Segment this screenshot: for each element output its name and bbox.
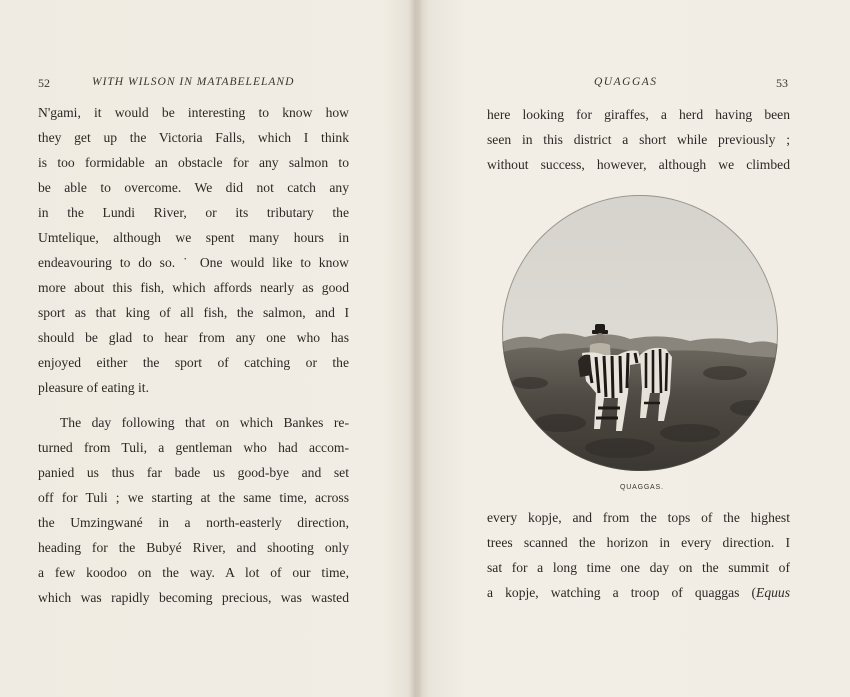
text-line: The day following that on which Bankes re- xyxy=(60,415,349,430)
text-line: a few koodoo on the way. A lot of our time, xyxy=(38,565,349,580)
text-line: in the Lundi River, or its tributary the xyxy=(38,205,349,220)
quaggas-photograph xyxy=(500,193,780,473)
right-page-bottom-text xyxy=(487,505,790,605)
left-page-number: 52 xyxy=(38,76,50,90)
right-page-top-text xyxy=(487,102,790,177)
photo-caption: QUAGGAS. xyxy=(620,484,664,491)
text-line: heading for the Bubyé River, and shooting only xyxy=(38,540,349,555)
text-line: sport as that king of all fish, the salmon, and I xyxy=(38,305,349,320)
text-line: sat for a long time one day on the summit of xyxy=(487,560,790,575)
text-line: the Umzingwané in a north-easterly direction, xyxy=(38,515,349,530)
right-page-number: 53 xyxy=(776,76,788,90)
text-line: here looking for giraffes, a herd having been xyxy=(487,107,790,122)
text-line: should be glad to hear from any one who has xyxy=(38,330,349,345)
text-line: trees scanned the horizon in every direction. I xyxy=(487,535,790,550)
text-line: seen in this district a short while previously ; xyxy=(487,132,790,147)
left-running-head: WITH WILSON IN MATABELELAND xyxy=(92,76,295,88)
left-page-text xyxy=(38,100,349,610)
right-running-head: QUAGGAS xyxy=(594,76,658,88)
text-line: enjoyed either the sport of catching or the xyxy=(38,355,349,370)
text-line: every kopje, and from the tops of the highest xyxy=(487,510,790,525)
text-line: N'gami, it would be interesting to know how xyxy=(38,105,349,120)
text-line: more about this fish, which affords nearly as good xyxy=(38,280,349,295)
text-line: be able to overcome. We did not catch any xyxy=(38,180,349,195)
text-line: which was rapidly becoming precious, was wasted xyxy=(38,590,349,605)
text-line: panied us thus far bade us good-bye and set xyxy=(38,465,349,480)
text-line: pleasure of eating it. xyxy=(38,380,149,395)
text-fragment: a kopje, watching a troop of quaggas ( xyxy=(487,585,757,600)
text-line: they get up the Victoria Falls, which I think xyxy=(38,130,349,145)
text-line: off for Tuli ; we starting at the same time, across xyxy=(38,490,349,505)
text-line: Umtelique, although we spent many hours in xyxy=(38,230,349,245)
text-line: is too formidable an obstacle for any salmon to xyxy=(38,155,349,170)
quaggas-photo-illustration xyxy=(500,193,780,473)
text-line: endeavouring to do so. ˙ One would like to know xyxy=(38,255,349,270)
text-line: without success, however, although we climbed xyxy=(487,157,790,172)
italic-term: Equus xyxy=(756,585,790,600)
paragraph-gap xyxy=(38,400,349,410)
left-page xyxy=(0,0,420,697)
text-line: turned from Tuli, a gentleman who had accom- xyxy=(38,440,349,455)
text-line-with-italic xyxy=(487,580,790,605)
